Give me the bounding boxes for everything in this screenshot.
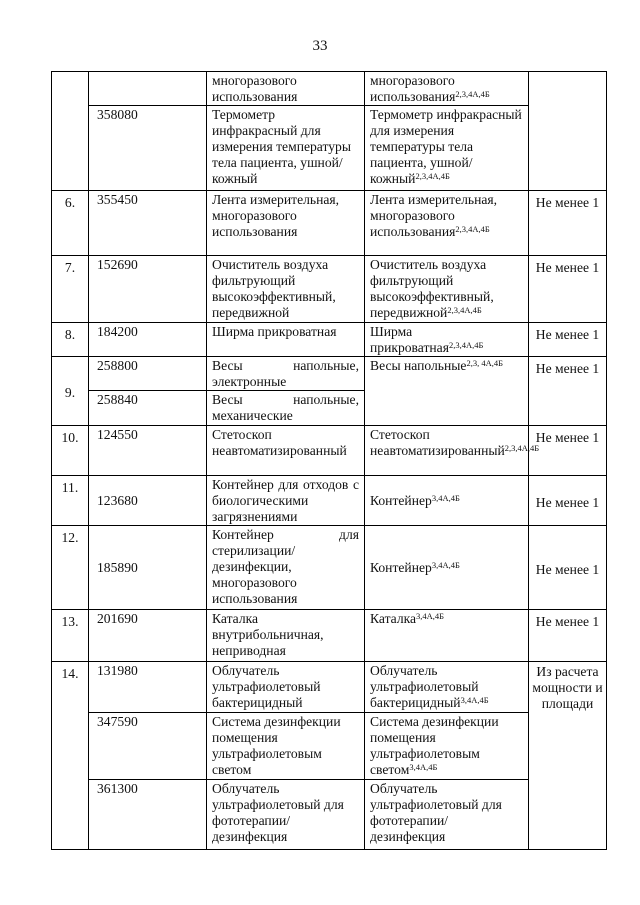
name-cell <box>207 780 365 850</box>
catalog-cell <box>365 426 540 476</box>
table-row <box>52 191 607 256</box>
code-cell: 258800 <box>89 357 207 391</box>
row-number: 8. <box>52 323 89 357</box>
name-cell <box>207 526 365 610</box>
catalog-cell <box>365 323 529 357</box>
code-cell: 258840 <box>89 391 207 426</box>
table-row <box>52 713 607 780</box>
device-name: Термометр инфракрасный для измерения температуры тела пациента, ушной/кожный <box>212 107 351 186</box>
name-cell <box>207 72 365 106</box>
code-cell: 123680 <box>89 476 207 526</box>
name-cell <box>207 256 365 323</box>
device-name: Облучатель ультрафиолетовый бактерицидный <box>212 663 321 710</box>
catalog-cell <box>365 72 529 106</box>
table-row <box>52 610 607 662</box>
footnote-ref: 3,4А,4Б <box>431 560 460 570</box>
row-number: 9. <box>52 357 89 426</box>
catalog-name: Термометр инфракрасный для измерения температуры тела пациента, ушной/кожный <box>370 107 522 186</box>
table-row <box>52 780 607 850</box>
catalog-name: Система дезинфекции помещения ультрафиолетовым светом <box>370 714 499 777</box>
catalog-name: многоразового использования <box>370 73 456 104</box>
requirement-cell: Не менее 1 <box>529 426 607 476</box>
device-name: Лента измерительная, многоразового использования <box>212 192 340 239</box>
requirement-cell: Не менее 1 <box>529 256 607 323</box>
table-row <box>52 72 607 106</box>
code-cell: 201690 <box>89 610 207 662</box>
catalog-name: Облучатель ультрафиолетовый для фототерапии/ дезинфекция <box>370 781 502 844</box>
device-name: Контейнер для отходов с биологическими загрязнениями <box>212 477 359 524</box>
catalog-name: Каталка <box>370 611 417 626</box>
requirement-cell: Не менее 1 <box>529 323 607 357</box>
table-row <box>52 256 607 323</box>
table-row <box>52 323 607 357</box>
requirement-cell: Из расчета мощности и площади <box>529 662 607 850</box>
code-cell <box>89 72 207 106</box>
name-cell <box>207 106 365 191</box>
row-number: 7. <box>52 256 89 323</box>
requirement-cell: Не менее 1 <box>529 610 607 662</box>
code-cell: 124550 <box>89 426 207 476</box>
table-row <box>52 426 607 476</box>
requirement-cell <box>529 72 607 191</box>
row-number: 11. <box>52 476 89 526</box>
catalog-name: Облучатель ультрафиолетовый бактерицидный <box>370 663 479 710</box>
device-name: Стетоскоп неавтоматизированный <box>212 427 347 458</box>
table-row <box>52 106 607 191</box>
name-cell <box>207 610 365 662</box>
table-row <box>52 476 607 526</box>
table-row <box>52 357 607 391</box>
catalog-cell <box>365 476 529 526</box>
code-cell: 184200 <box>89 323 207 357</box>
device-name: Каталка внутрибольничная, неприводная <box>212 611 324 658</box>
device-name: Ширма прикроватная <box>212 324 337 339</box>
footnote-ref: 3,4А,4Б <box>409 762 438 772</box>
catalog-cell <box>365 780 529 850</box>
equipment-table <box>51 71 607 850</box>
requirement-cell: Не менее 1 <box>529 357 607 426</box>
footnote-ref: 3,4А,4Б <box>431 493 460 503</box>
catalog-name: Контейнер <box>370 560 432 575</box>
row-number-cell <box>52 72 89 191</box>
table-row <box>52 662 607 713</box>
name-cell <box>207 391 365 426</box>
footnote-ref: 2,3,4А,4Б <box>415 171 450 181</box>
code-cell: 361300 <box>89 780 207 850</box>
catalog-cell <box>365 610 529 662</box>
requirement-cell: Не менее 1 <box>529 191 607 256</box>
catalog-name: Ширма прикроватная <box>370 324 449 355</box>
footnote-ref: 2,3,4А,4Б <box>447 305 482 315</box>
footnote-ref: 3,4А,4Б <box>416 611 445 621</box>
row-number: 12. <box>52 526 89 610</box>
name-cell <box>207 191 365 256</box>
catalog-cell <box>365 526 529 610</box>
row-number: 6. <box>52 191 89 256</box>
catalog-cell <box>365 713 529 780</box>
catalog-cell <box>365 662 529 713</box>
name-cell <box>207 426 365 476</box>
footnote-ref: 3,4А,4Б <box>460 695 489 705</box>
device-name: Система дезинфекции помещения ультрафиолетовым светом <box>212 714 341 777</box>
row-number: 10. <box>52 426 89 476</box>
requirement-cell: Не менее 1 <box>529 476 607 526</box>
footnote-ref: 2,3, 4А,4Б <box>466 358 503 368</box>
device-name: Облучатель ультрафиолетовый для фототерапии/ дезинфекция <box>212 781 344 844</box>
device-name: Очиститель воздуха фильтрующий высокоэффективный, передвижной <box>212 257 336 320</box>
code-cell: 347590 <box>89 713 207 780</box>
code-cell: 355450 <box>89 191 207 256</box>
footnote-ref: 2,3,4А,4Б <box>455 89 490 99</box>
code-cell: 152690 <box>89 256 207 323</box>
catalog-name: Лента измерительная, многоразового использования <box>370 192 498 239</box>
requirement-cell: Не менее 1 <box>529 526 607 610</box>
catalog-cell <box>365 256 529 323</box>
name-cell <box>207 713 365 780</box>
code-cell: 358080 <box>89 106 207 191</box>
catalog-name: Контейнер <box>370 493 432 508</box>
footnote-ref: 2,3,4А,4Б <box>504 443 540 453</box>
row-number: 13. <box>52 610 89 662</box>
table-row <box>52 526 607 610</box>
catalog-name: Очиститель воздуха фильтрующий высокоэффективный, передвижной <box>370 257 494 320</box>
code-cell: 131980 <box>89 662 207 713</box>
name-cell <box>207 357 365 391</box>
row-number: 14. <box>52 662 89 850</box>
footnote-ref: 2,3,4А,4Б <box>455 224 490 234</box>
device-name: Весы напольные, механические <box>212 392 359 423</box>
device-name: Контейнер для стерилизации/ дезинфекции, многоразового использования <box>212 527 359 606</box>
name-cell <box>207 323 365 357</box>
catalog-cell <box>365 191 529 256</box>
name-cell <box>207 476 365 526</box>
name-cell <box>207 662 365 713</box>
code-cell: 185890 <box>89 526 207 610</box>
device-name: многоразового использования <box>212 73 298 104</box>
device-name: Весы напольные, электронные <box>212 358 359 389</box>
catalog-name: Стетоскоп неавтоматизированный <box>370 427 505 458</box>
catalog-cell <box>365 357 529 426</box>
page-number: 33 <box>312 38 328 54</box>
footnote-ref: 2,3,4А,4Б <box>448 340 484 350</box>
catalog-cell <box>365 106 529 191</box>
catalog-name: Весы напольные <box>370 358 467 373</box>
